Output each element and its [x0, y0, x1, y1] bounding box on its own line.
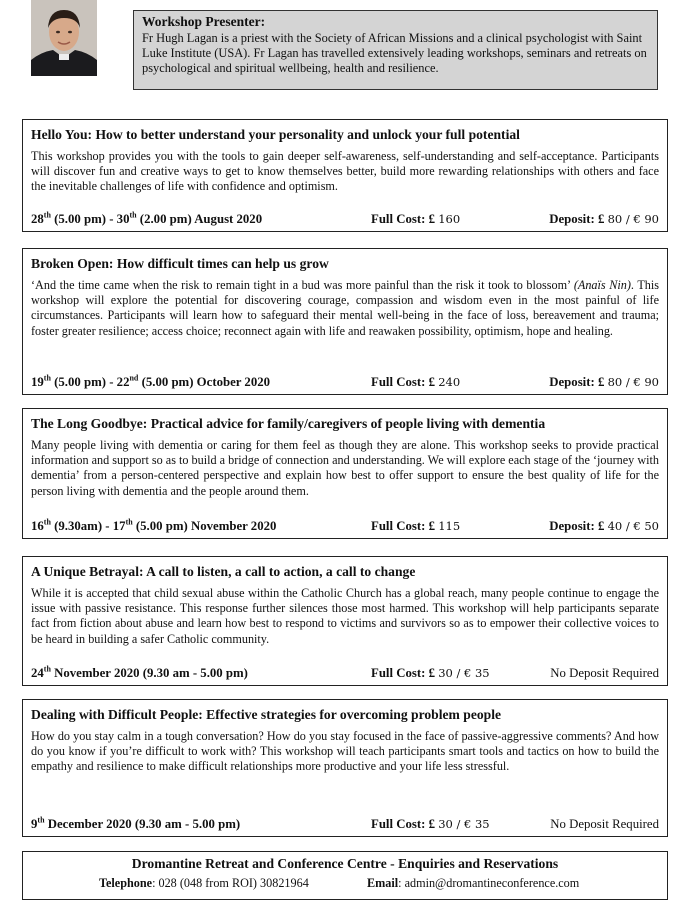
workshop-dates: 24th November 2020 (9.30 am - 5.00 pm) [31, 664, 248, 680]
presenter-photo [31, 0, 97, 76]
workshop-full-cost: Full Cost: £ 115 [371, 519, 461, 533]
workshop-description: Many people living with dementia or caring for them feel as though they are alone. This workshop seeks to provide practical information and support so as to build a bridge of connection and understanding. We will explore each stage of the ‘journey with dementia’ from a person-centered perspective and explain how best to offer support to ensure the best quality of life for the person living with dementia and the people around them. [31, 438, 659, 498]
workshop-full-cost: Full Cost: £ 240 [371, 375, 461, 389]
workshop-title: The Long Goodbye: Practical advice for family/caregivers of people living with dementia [31, 416, 546, 431]
workshop-full-cost: Full Cost: £ 30 / € 35 [371, 817, 490, 831]
presenter-bio: Fr Hugh Lagan is a priest with the Society of African Missions and a clinical psychologist with Saint Luke Institute (USA). Fr Lagan has travelled extensively leading workshops, seminars and retreats on psychological and spiritual wellbeing, health and resilience. [142, 31, 647, 75]
footer-contact-line [23, 876, 667, 892]
workshop-quote-author: (Anaïs Nin) [573, 278, 631, 292]
workshop-dates: 19th (5.00 pm) - 22nd (5.00 pm) October 2020 [31, 373, 271, 389]
workshop-description: How do you stay calm in a tough conversation? How do you stay focused in the face of passive-aggressive comments? And how do you know if you’re difficult to work with? This workshop will teach participants smart tools and tactics on how to build the empathy and resilience to make difficult relationships more productive and your life less stressful. [31, 729, 659, 774]
footer-email[interactable]: Email: admin@dromantineconference.com [367, 876, 580, 890]
workshop-title: A Unique Betrayal: A call to listen, a call to action, a call to change [31, 564, 416, 579]
workshop-full-cost: Full Cost: £ 160 [371, 212, 461, 226]
workshop-deposit-note: No Deposit Required [550, 666, 659, 680]
workshop-title: Broken Open: How difficult times can help us grow [31, 256, 329, 271]
workshop-card-broken-open [22, 248, 668, 395]
footer-title: Dromantine Retreat and Conference Centre - Enquiries and Reservations [131, 856, 559, 871]
workshop-deposit: Deposit: £ 80 / € 90 [549, 212, 659, 226]
enquiries-footer [22, 851, 668, 900]
footer-telephone: Telephone: 028 (048 from ROI) 30821964 [99, 876, 309, 890]
workshop-card-hello-you [22, 119, 668, 232]
presenter-portrait-icon [31, 0, 97, 76]
workshop-title: Dealing with Difficult People: Effective strategies for overcoming problem people [31, 707, 502, 722]
workshop-description: ‘And the time came when the risk to remain tight in a bud was more painful than the risk it took to blossom’ (Anaïs Nin). This workshop will explore the potential for discovering courage, compassion and wisdom even in the most painful of life circumstances. Participants will learn how to safeguard their mental well-being in the face of loss, bereavement and trauma; foster greater resilience; access choice; reconnect again with life and reawaken possibility, optimism, hope and healing. [31, 278, 659, 338]
workshop-dates: 28th (5.00 pm) - 30th (2.00 pm) August 2020 [31, 210, 263, 226]
presenter-title: Workshop Presenter: [142, 14, 266, 29]
workshop-card-long-goodbye [22, 408, 668, 539]
workshop-card-unique-betrayal [22, 556, 668, 686]
workshop-full-cost: Full Cost: £ 30 / € 35 [371, 666, 490, 680]
workshop-quote: ‘And the time came when the risk to remain tight in a bud was more painful than the risk it took to blossom’ [31, 278, 571, 292]
workshop-dates: 16th (9.30am) - 17th (5.00 pm) November 2020 [31, 517, 277, 533]
workshop-description: While it is accepted that child sexual abuse within the Catholic Church has a global reach, many people continue to engage the issue with passive resistance. This response further silences those most harmed. This workshop will help participants separate fact from fiction about abuse and learn how best to respond to victims and survivors so as to empower their collective voices to be heard in building a safer Catholic community. [31, 586, 659, 646]
workshop-deposit-note: No Deposit Required [550, 817, 659, 831]
workshop-title: Hello You: How to better understand your personality and unlock your full potential [31, 127, 520, 142]
workshop-card-difficult-people [22, 699, 668, 837]
workshop-deposit: Deposit: £ 80 / € 90 [549, 375, 659, 389]
workshop-description: This workshop provides you with the tools to gain deeper self-awareness, self-understanding and self-acceptance. Participants will discover fun and creative ways to get to know themselves better, build more rewarding relationships with others and face the inevitable challenges of life with confidence and optimism. [31, 149, 659, 194]
workshop-deposit: Deposit: £ 40 / € 50 [549, 519, 659, 533]
presenter-box [133, 10, 658, 90]
workshop-dates: 9th December 2020 (9.30 am - 5.00 pm) [31, 815, 241, 831]
